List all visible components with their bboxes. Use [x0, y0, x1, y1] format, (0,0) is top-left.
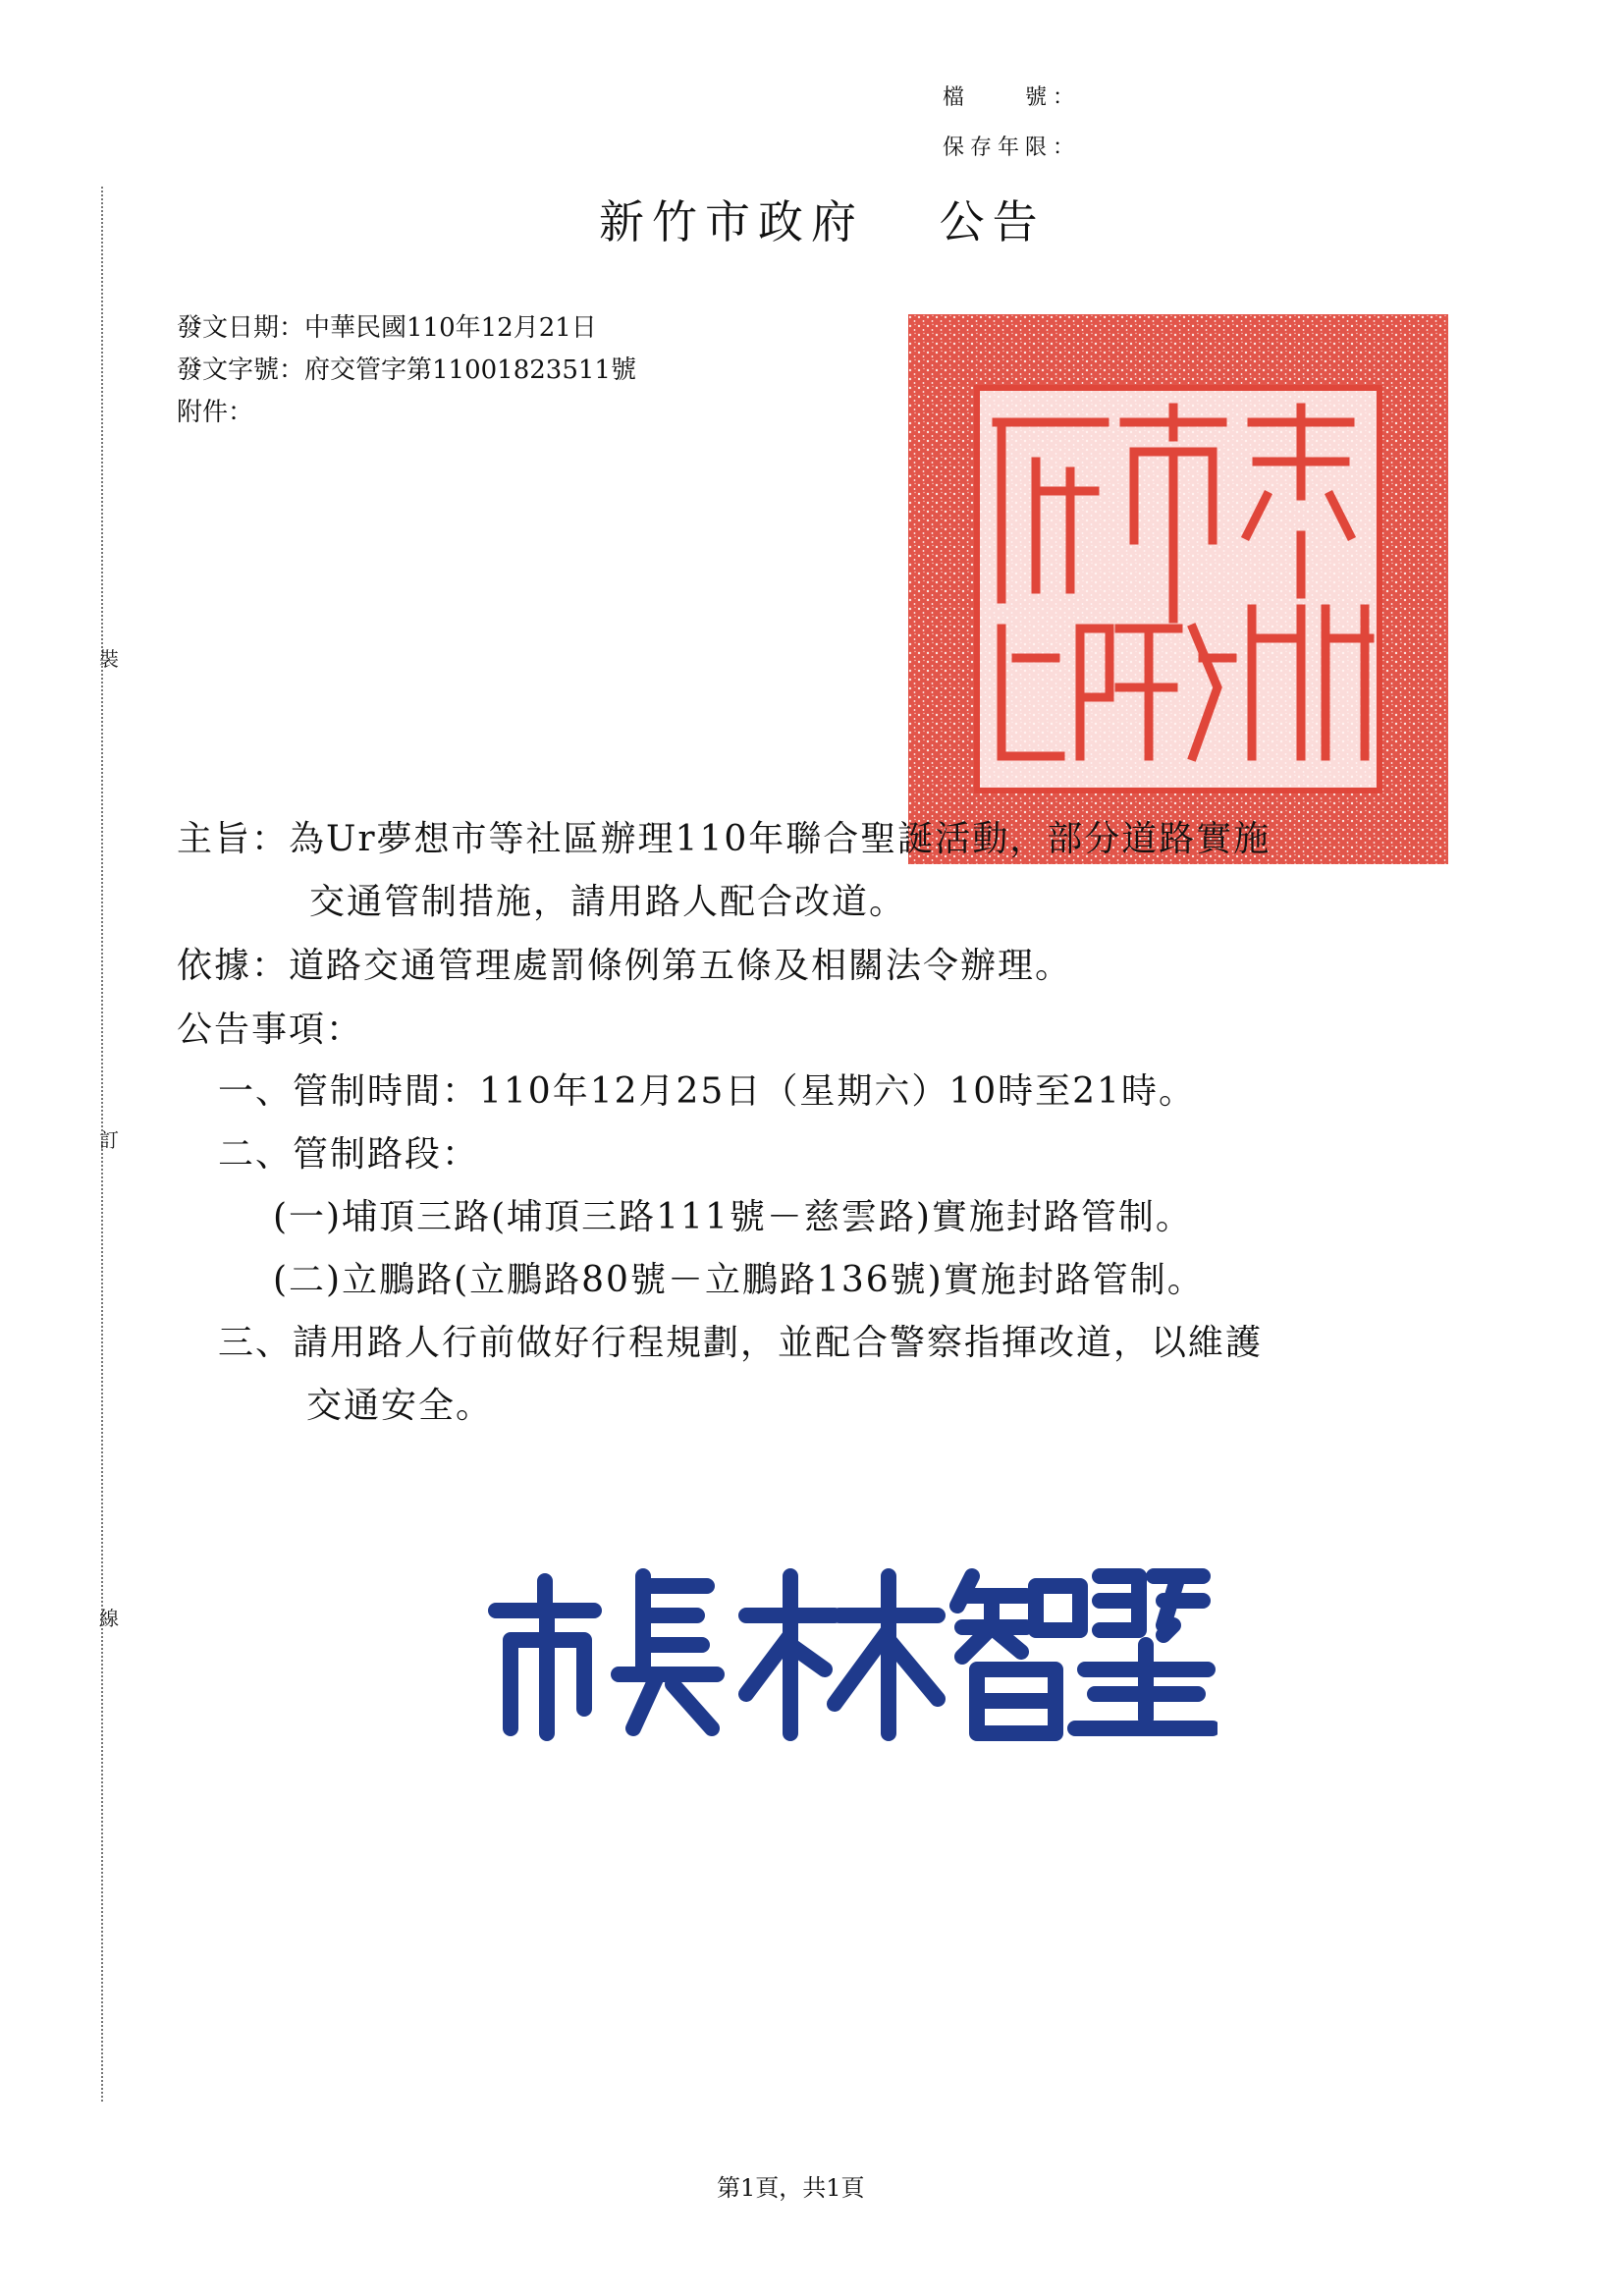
notice-items-heading: 公告事項： [177, 1010, 364, 1050]
page-number: 第1頁，共1頁 [717, 2174, 865, 2202]
notice-item-1: 一、管制時間：110年12月25日（星期六）10時至21時。 [218, 1071, 1196, 1112]
notice-item-3-line-2: 交通安全。 [306, 1386, 494, 1426]
subject-line-1: 主旨：為Ur夢想市等社區辦理110年聯合聖誕活動，部分道路實施 [177, 819, 1271, 859]
binding-mark-xian: 線 [99, 1607, 119, 1630]
notice-item-3-line-1: 三、請用路人行前做好行程規劃，並配合警察指揮改道，以維護 [218, 1323, 1264, 1363]
mayor-signature-stamp [486, 1557, 1217, 1743]
page-title: 新竹市政府 公告 [599, 195, 1046, 248]
notice-item-2: 二、管制路段： [218, 1134, 480, 1175]
subject-line-2: 交通管制措施，請用路人配合改道。 [309, 882, 907, 922]
binding-mark-zhuang: 裝 [99, 647, 119, 671]
notice-item-2b: (二)立鵬路(立鵬路80號－立鵬路136號)實施封路管制。 [273, 1260, 1205, 1300]
file-number-label: 檔 號： [943, 85, 1081, 110]
official-seal [908, 314, 1448, 864]
notice-item-2a: (一)埔頂三路(埔頂三路111號－慈雲路)實施封路管制。 [273, 1197, 1193, 1237]
attachment-label: 附件： [177, 398, 254, 427]
retention-period-label: 保存年限： [943, 136, 1081, 160]
issue-date: 發文日期：中華民國110年12月21日 [177, 313, 597, 343]
basis-line: 依據：道路交通管理處罰條例第五條及相關法令辦理。 [177, 946, 1073, 986]
document-number: 發文字號：府交管字第11001823511號 [177, 355, 636, 385]
binding-mark-ding: 訂 [99, 1128, 119, 1152]
